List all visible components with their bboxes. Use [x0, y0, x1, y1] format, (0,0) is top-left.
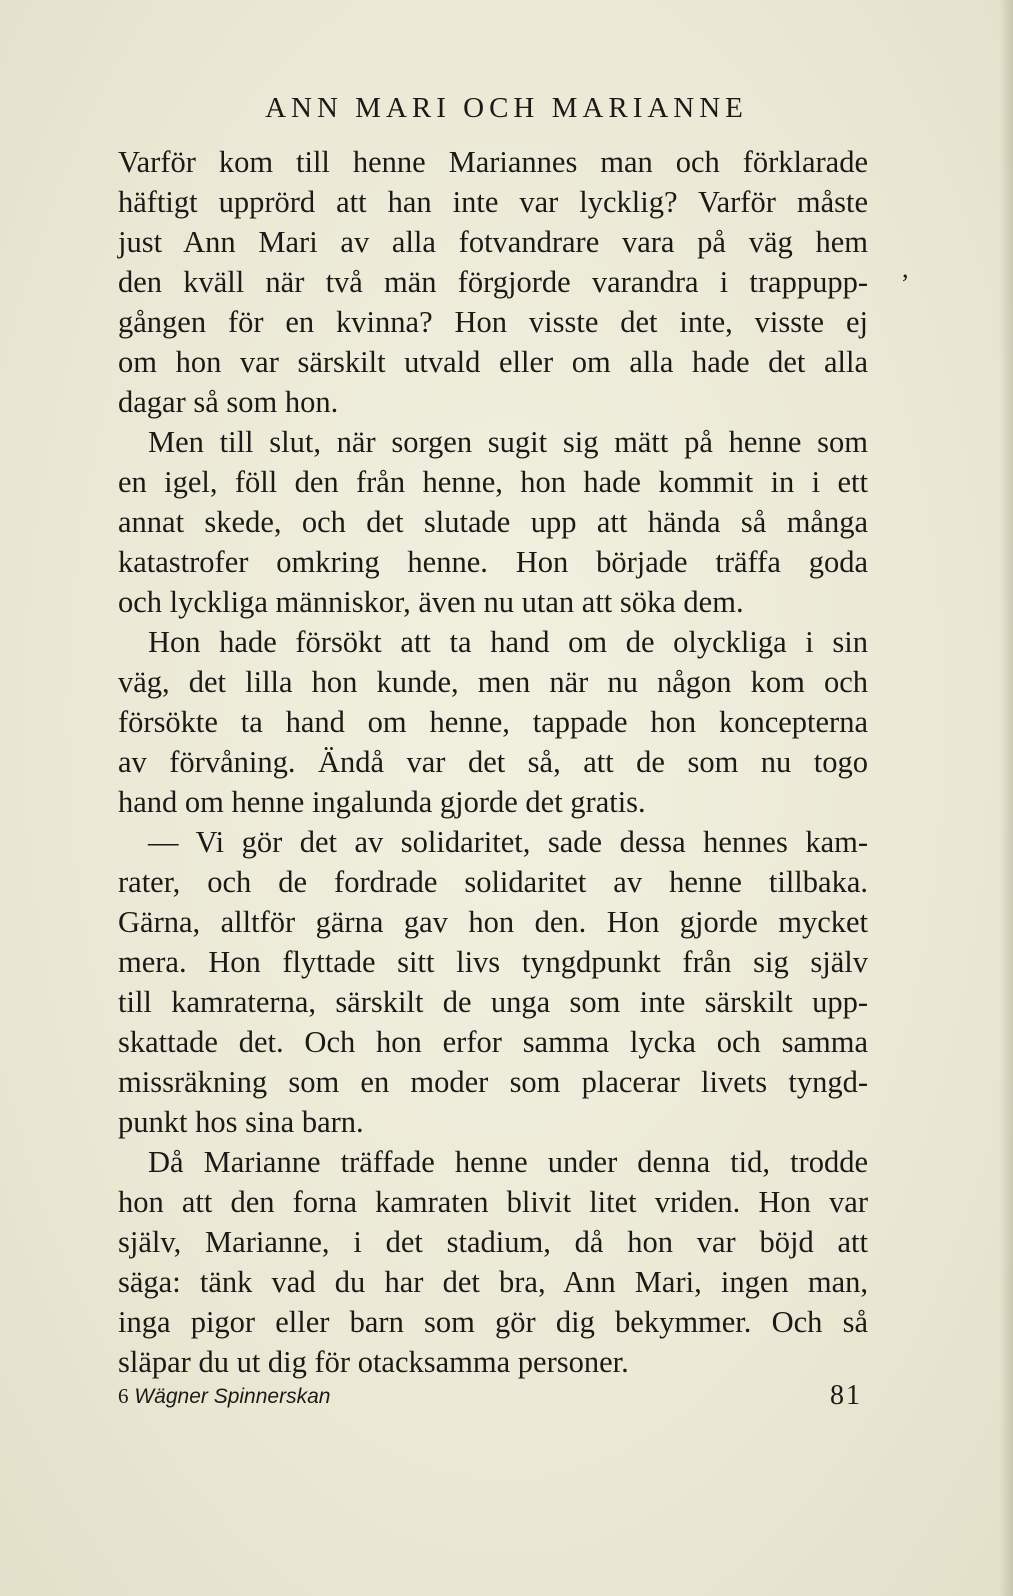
text-line: Då Marianne träffade henne under denna tid, trodde	[148, 1145, 868, 1179]
text-line: hand om henne ingalunda gjorde det gratis.	[118, 785, 646, 819]
text-line: säga: tänk vad du har det bra, Ann Mari, ingen man,	[118, 1265, 868, 1299]
text-line: försökte ta hand om henne, tappade hon koncepterna	[118, 705, 868, 739]
signature-title: Wägner Spinnerskan	[134, 1385, 331, 1408]
text-line: punkt hos sina barn.	[118, 1105, 364, 1139]
running-head: ANN MARI OCH MARIANNE	[265, 92, 748, 124]
page-edge-shadow	[999, 0, 1013, 1596]
text-line: Hon hade försökt att ta hand om de olyckliga i sin	[148, 625, 868, 659]
text-line: till kamraterna, särskilt de unga som inte särskilt upp-	[118, 985, 868, 1019]
body-text	[118, 142, 868, 1382]
text-line: just Ann Mari av alla fotvandrare vara på väg hem	[118, 225, 868, 259]
text-line: missräkning som en moder som placerar livets tyngd-	[118, 1065, 868, 1099]
margin-mark: ,	[902, 254, 909, 283]
text-line: rater, och de fordrade solidaritet av henne tillbaka.	[118, 865, 868, 899]
text-line: inga pigor eller barn som gör dig bekymmer. Och så	[118, 1305, 868, 1339]
text-line: av förvåning. Ändå var det så, att de som nu togo	[118, 745, 868, 779]
text-line: släpar du ut dig för otacksamma personer.	[118, 1345, 629, 1379]
text-line: skattade det. Och hon erfor samma lycka och samma	[118, 1025, 868, 1059]
text-line: katastrofer omkring henne. Hon började träffa goda	[118, 545, 868, 579]
text-line: mera. Hon flyttade sitt livs tyngdpunkt från sig själv	[118, 945, 868, 979]
text-line: hon att den forna kamraten blivit litet vriden. Hon var	[118, 1185, 868, 1219]
text-line: själv, Marianne, i det stadium, då hon var böjd att	[118, 1225, 868, 1259]
text-line: gången för en kvinna? Hon visste det inte, visste ej	[118, 305, 868, 339]
text-line: Gärna, alltför gärna gav hon den. Hon gjorde mycket	[118, 905, 868, 939]
text-line: den kväll när två män förgjorde varandra i trappupp-	[118, 265, 868, 299]
page-number: 81	[830, 1380, 862, 1411]
text-line: Men till slut, när sorgen sugit sig mätt på henne som	[148, 425, 868, 459]
text-line: — Vi gör det av solidaritet, sade dessa hennes kam-	[148, 825, 868, 859]
text-line: en igel, föll den från henne, hon hade kommit in i ett	[118, 465, 868, 499]
text-line: väg, det lilla hon kunde, men när nu någon kom och	[118, 665, 868, 699]
text-line: om hon var särskilt utvald eller om alla hade det alla	[118, 345, 868, 379]
text-line: häftigt upprörd att han inte var lycklig? Varför måste	[118, 185, 868, 219]
text-line: och lyckliga människor, även nu utan att söka dem.	[118, 585, 744, 619]
text-line: dagar så som hon.	[118, 385, 339, 419]
text-line: Varför kom till henne Mariannes man och förklarade	[118, 145, 868, 179]
text-line: annat skede, och det slutade upp att hända så många	[118, 505, 868, 539]
signature-number: 6	[118, 1384, 129, 1408]
page-footer	[118, 1378, 868, 1414]
signature-mark	[118, 1378, 330, 1415]
